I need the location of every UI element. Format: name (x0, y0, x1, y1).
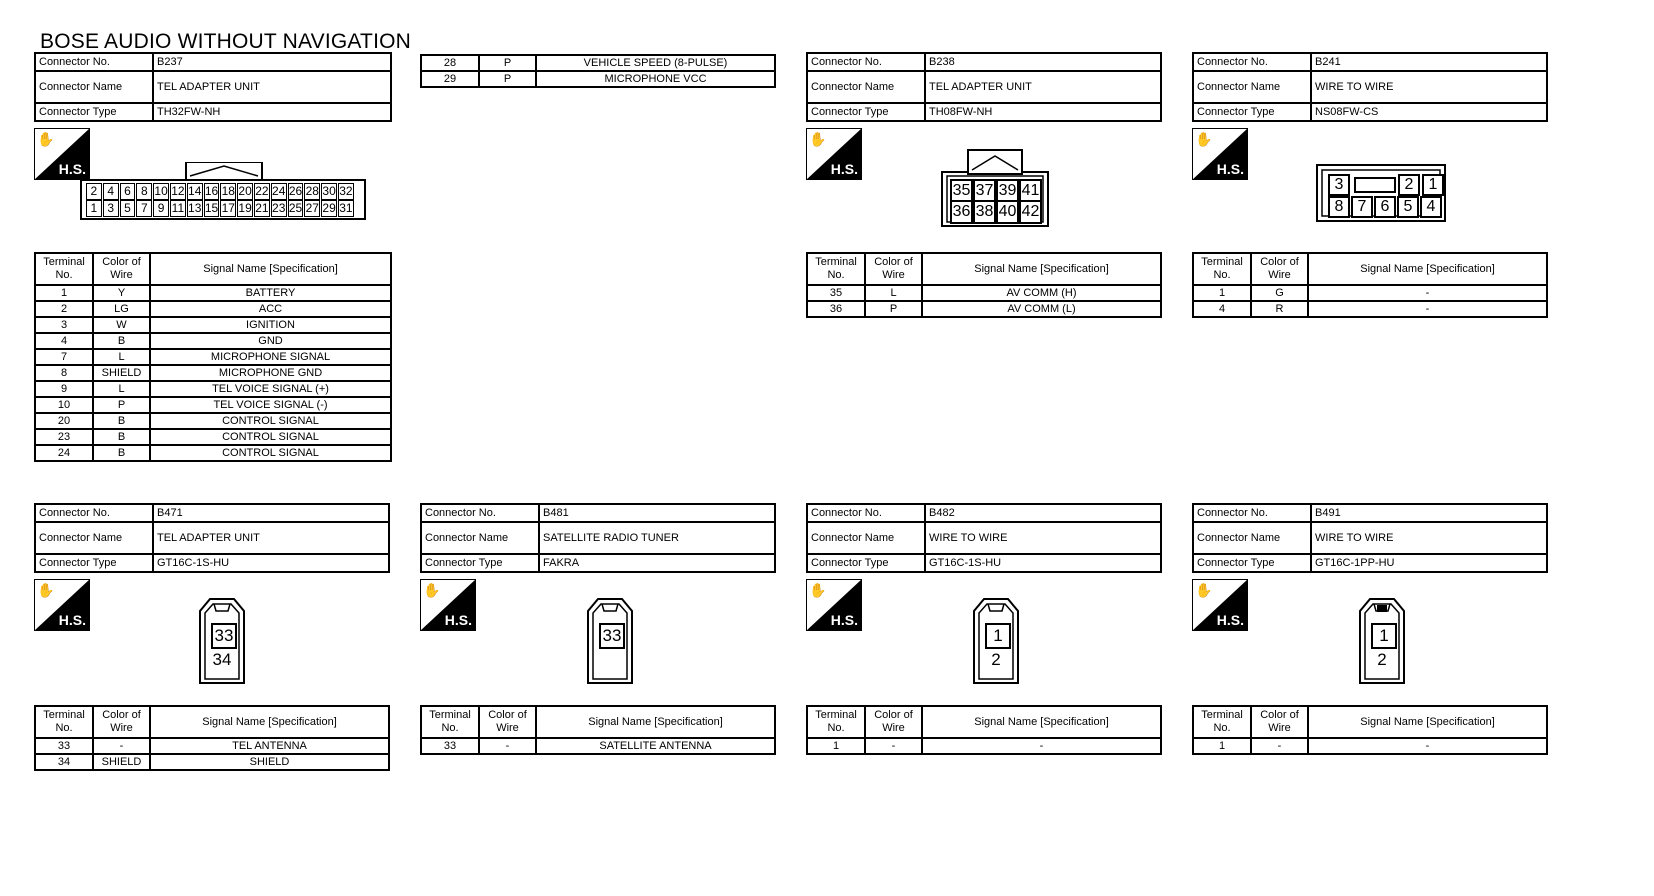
pin-8: 8 (1328, 196, 1350, 218)
wire-color-header: Color of Wire (93, 253, 150, 285)
pin-21: 21 (255, 201, 269, 215)
connector-info-table (420, 503, 776, 573)
connector-name-label: Connector Name (35, 71, 153, 103)
pin-28: 28 (305, 184, 319, 198)
connector-face-diagram (1356, 597, 1408, 685)
pin-40: 40 (996, 200, 1019, 224)
terminal-no: 1 (1193, 738, 1251, 754)
hs-label: H.S. (1216, 612, 1244, 628)
terminal-no: 2 (35, 301, 93, 317)
table-row (35, 754, 389, 770)
terminal-no: 36 (807, 301, 865, 317)
terminal-no: 28 (421, 55, 479, 71)
terminal-no: 1 (1193, 285, 1251, 301)
pin-41: 41 (1019, 179, 1042, 203)
pin-7: 7 (136, 200, 152, 217)
harness-side-badge (1192, 128, 1248, 180)
pin-14: 14 (188, 184, 202, 198)
connector-panel-b241 (1192, 52, 1548, 318)
harness-side-badge (806, 579, 862, 631)
table-row (1193, 738, 1547, 754)
pin-36: 36 (950, 200, 973, 224)
wire-color-header: Color of Wire (479, 706, 536, 738)
connector-name-label: Connector Name (1193, 71, 1311, 103)
connector-number-label: Connector No. (1193, 53, 1311, 71)
pin-4: 4 (1420, 196, 1442, 218)
terminal-no: 8 (35, 365, 93, 381)
pin-30: 30 (322, 184, 336, 198)
connector-info-table (806, 52, 1162, 122)
connector-number-label: Connector No. (807, 504, 925, 522)
connector-type-value: TH32FW-NH (153, 103, 391, 121)
wire-color: P (479, 71, 536, 87)
wire-color: - (865, 738, 922, 754)
connector-hand-icon: ✋ (809, 582, 827, 598)
wire-color: B (93, 333, 150, 349)
pin-37: 37 (973, 179, 996, 203)
connector-hand-icon: ✋ (37, 131, 55, 147)
wire-color: P (93, 397, 150, 413)
signal-name: MICROPHONE GND (150, 365, 391, 381)
hs-label: H.S. (830, 612, 858, 628)
connector-name-value: SATELLITE RADIO TUNER (539, 522, 775, 554)
connector-name-label: Connector Name (807, 522, 925, 554)
pin-13: 13 (188, 201, 202, 215)
signal-name: MICROPHONE SIGNAL (150, 349, 391, 365)
pin-24: 24 (272, 184, 286, 198)
connector-name-label: Connector Name (421, 522, 539, 554)
connector-type-value: GT16C-1PP-HU (1311, 554, 1547, 572)
pin-5: 5 (120, 200, 136, 217)
connector-info-table (1192, 503, 1548, 573)
table-row (807, 301, 1161, 317)
table-row (35, 429, 391, 445)
pin-22: 22 (255, 184, 269, 198)
table-row (807, 285, 1161, 301)
pin-4: 4 (103, 183, 119, 200)
connector-face-diagram (940, 148, 1050, 228)
connector-name-value: WIRE TO WIRE (1311, 522, 1547, 554)
wire-color: L (93, 381, 150, 397)
table-header (35, 253, 391, 285)
terminal-no: 3 (35, 317, 93, 333)
terminal-no-header: Terminal No. (807, 253, 865, 285)
connector-name-label: Connector Name (1193, 522, 1311, 554)
table-header (1193, 706, 1547, 738)
connector-number-value: B238 (925, 53, 1161, 71)
connector-type-label: Connector Type (35, 554, 153, 572)
pin-8: 8 (136, 183, 152, 200)
signal-name: - (922, 738, 1161, 754)
wire-color: SHIELD (93, 365, 150, 381)
pin-1: 1 (1371, 623, 1397, 649)
harness-side-badge (806, 128, 862, 180)
pin-10: 10 (154, 184, 168, 198)
pin-2: 2 (1371, 649, 1393, 671)
connector-face-diagram (1316, 164, 1446, 222)
terminal-no-header: Terminal No. (421, 706, 479, 738)
terminal-no: 23 (35, 429, 93, 445)
continuation-table (420, 54, 776, 88)
terminal-no: 9 (35, 381, 93, 397)
signal-name: SATELLITE ANTENNA (536, 738, 775, 754)
pin-25: 25 (288, 201, 303, 215)
pin-35: 35 (950, 179, 973, 203)
table-row (35, 317, 391, 333)
wire-color: G (1251, 285, 1308, 301)
table-row (35, 397, 391, 413)
connector-number-label: Connector No. (35, 504, 153, 522)
connector-type-label: Connector Type (1193, 103, 1311, 121)
connector-number-label: Connector No. (421, 504, 539, 522)
connector-face-diagram (80, 162, 366, 220)
pin-20: 20 (238, 184, 252, 198)
signal-name: IGNITION (150, 317, 391, 333)
terminal-no: 24 (35, 445, 93, 461)
terminal-no: 20 (35, 413, 93, 429)
wire-color: - (1251, 738, 1308, 754)
signal-name: - (1308, 301, 1547, 317)
pin-23: 23 (272, 201, 286, 215)
connector-hand-icon: ✋ (1195, 131, 1213, 147)
terminal-no: 1 (35, 285, 93, 301)
pin-6: 6 (1374, 196, 1396, 218)
wire-color: - (479, 738, 536, 754)
pin-39: 39 (996, 179, 1019, 203)
signal-name: - (1308, 738, 1547, 754)
connector-type-value: NS08FW-CS (1311, 103, 1547, 121)
connector-name-label: Connector Name (807, 71, 925, 103)
terminal-no: 29 (421, 71, 479, 87)
terminal-signal-table (34, 705, 390, 771)
connector-hand-icon: ✋ (37, 582, 55, 598)
terminal-no-header: Terminal No. (807, 706, 865, 738)
connector-panel-b238 (806, 52, 1162, 318)
table-row (1193, 285, 1547, 301)
table-row (35, 413, 391, 429)
table-row (35, 738, 389, 754)
wire-color: SHIELD (93, 754, 150, 770)
pin-16: 16 (204, 184, 219, 198)
signal-name: AV COMM (L) (922, 301, 1161, 317)
connector-name-value: TEL ADAPTER UNIT (153, 522, 389, 554)
hs-label: H.S. (1216, 161, 1244, 177)
signal-name: - (1308, 285, 1547, 301)
table-row (35, 445, 391, 461)
signal-name: MICROPHONE VCC (536, 71, 775, 87)
terminal-no-header: Terminal No. (1193, 706, 1251, 738)
connector-number-value: B471 (153, 504, 389, 522)
connector-number-label: Connector No. (807, 53, 925, 71)
signal-name-header: Signal Name [Specification] (1308, 253, 1547, 285)
signal-name: CONTROL SIGNAL (150, 429, 391, 445)
terminal-no: 10 (35, 397, 93, 413)
signal-name-header: Signal Name [Specification] (1308, 706, 1547, 738)
connector-type-label: Connector Type (807, 554, 925, 572)
signal-name-header: Signal Name [Specification] (922, 706, 1161, 738)
wire-color: B (93, 429, 150, 445)
terminal-no: 1 (807, 738, 865, 754)
connector-panel-b237 (34, 52, 392, 462)
pin-29: 29 (322, 201, 336, 215)
harness-side-badge (420, 579, 476, 631)
hs-label: H.S. (830, 161, 858, 177)
wire-color: R (1251, 301, 1308, 317)
table-row (35, 381, 391, 397)
pin-34: 34 (212, 650, 232, 669)
pin-15: 15 (204, 201, 219, 215)
pin-32: 32 (339, 184, 353, 198)
pin-19: 19 (238, 201, 252, 215)
pin-3: 3 (103, 200, 119, 217)
terminal-signal-table (34, 252, 392, 462)
pin-27: 27 (305, 201, 319, 215)
terminal-no-header: Terminal No. (35, 253, 93, 285)
signal-name: ACC (150, 301, 391, 317)
harness-side-badge (34, 579, 90, 631)
signal-name: TEL VOICE SIGNAL (+) (150, 381, 391, 397)
connector-panel-b482 (806, 503, 1162, 755)
pin-1: 1 (1422, 174, 1444, 196)
terminal-no-header: Terminal No. (1193, 253, 1251, 285)
connector-name-value: WIRE TO WIRE (1311, 71, 1547, 103)
pin-31: 31 (339, 201, 353, 215)
pin-5: 5 (1397, 196, 1419, 218)
table-row (35, 349, 391, 365)
wire-color: - (93, 738, 150, 754)
signal-name: SHIELD (150, 754, 389, 770)
pin-33: 33 (211, 623, 237, 649)
connector-name-value: TEL ADAPTER UNIT (925, 71, 1161, 103)
wire-color: P (479, 55, 536, 71)
wire-color-header: Color of Wire (1251, 706, 1308, 738)
table-header (807, 706, 1161, 738)
pin-7: 7 (1351, 196, 1373, 218)
pin-17: 17 (221, 201, 235, 215)
terminal-signal-table (806, 705, 1162, 755)
connector-panel-b491 (1192, 503, 1548, 755)
connector-panel-b471 (34, 503, 390, 771)
signal-name: VEHICLE SPEED (8-PULSE) (536, 55, 775, 71)
terminal-no: 34 (35, 754, 93, 770)
table-header (1193, 253, 1547, 285)
connector-panel-b481 (420, 503, 776, 755)
connector-info-table (1192, 52, 1548, 122)
table-row (35, 333, 391, 349)
table-header (35, 706, 389, 738)
wire-color-header: Color of Wire (93, 706, 150, 738)
pin-3: 3 (1328, 174, 1350, 196)
signal-name: AV COMM (H) (922, 285, 1161, 301)
hs-label: H.S. (58, 161, 86, 177)
signal-name: TEL VOICE SIGNAL (-) (150, 397, 391, 413)
connector-face-diagram (584, 597, 636, 685)
terminal-signal-table (420, 705, 776, 755)
pin-6: 6 (120, 183, 136, 200)
pin-1: 1 (86, 200, 102, 217)
connector-number-value: B481 (539, 504, 775, 522)
pin-33: 33 (599, 623, 625, 649)
connector-number-value: B241 (1311, 53, 1547, 71)
signal-name: BATTERY (150, 285, 391, 301)
signal-name-header: Signal Name [Specification] (150, 706, 389, 738)
pin-9: 9 (153, 200, 169, 217)
pin-blank (1354, 177, 1396, 193)
connector-hand-icon: ✋ (1195, 582, 1213, 598)
terminal-no: 35 (807, 285, 865, 301)
table-header (421, 706, 775, 738)
terminal-signal-table (806, 252, 1162, 318)
pin-12: 12 (171, 184, 185, 198)
connector-hand-icon: ✋ (423, 582, 441, 598)
terminal-signal-table (1192, 705, 1548, 755)
terminal-no: 33 (421, 738, 479, 754)
connector-number-value: B482 (925, 504, 1161, 522)
wire-color: W (93, 317, 150, 333)
connector-name-value: TEL ADAPTER UNIT (153, 71, 391, 103)
signal-name: GND (150, 333, 391, 349)
connector-type-label: Connector Type (1193, 554, 1311, 572)
connector-type-value: FAKRA (539, 554, 775, 572)
connector-number-label: Connector No. (35, 53, 153, 71)
harness-side-badge (1192, 579, 1248, 631)
signal-name-header: Signal Name [Specification] (922, 253, 1161, 285)
table-row (807, 738, 1161, 754)
hs-label: H.S. (444, 612, 472, 628)
table-row (421, 71, 775, 87)
pin-42: 42 (1019, 200, 1042, 224)
table-row (35, 285, 391, 301)
connector-hand-icon: ✋ (809, 131, 827, 147)
wire-color: L (93, 349, 150, 365)
wire-color: P (865, 301, 922, 317)
wire-color: B (93, 413, 150, 429)
table-header (807, 253, 1161, 285)
connector-face-diagram (196, 597, 248, 685)
wire-color: LG (93, 301, 150, 317)
terminal-no: 4 (1193, 301, 1251, 317)
pin-26: 26 (288, 184, 303, 198)
pin-2: 2 (86, 183, 102, 200)
connector-name-value: WIRE TO WIRE (925, 522, 1161, 554)
wire-color-header: Color of Wire (865, 706, 922, 738)
signal-name: TEL ANTENNA (150, 738, 389, 754)
pin-1: 1 (985, 623, 1011, 649)
wire-color: L (865, 285, 922, 301)
signal-name-header: Signal Name [Specification] (536, 706, 775, 738)
connector-type-label: Connector Type (807, 103, 925, 121)
connector-type-value: GT16C-1S-HU (925, 554, 1161, 572)
connector-face-diagram (970, 597, 1022, 685)
wire-color-header: Color of Wire (865, 253, 922, 285)
pin-2: 2 (1398, 174, 1420, 196)
page-title: BOSE AUDIO WITHOUT NAVIGATION (40, 30, 412, 53)
terminal-no: 4 (35, 333, 93, 349)
table-row (421, 55, 775, 71)
connector-type-label: Connector Type (35, 103, 153, 121)
connector-type-label: Connector Type (421, 554, 539, 572)
connector-type-value: GT16C-1S-HU (153, 554, 389, 572)
wire-color-header: Color of Wire (1251, 253, 1308, 285)
terminal-no: 7 (35, 349, 93, 365)
connector-info-table (806, 503, 1162, 573)
connector-name-label: Connector Name (35, 522, 153, 554)
pin-38: 38 (973, 200, 996, 224)
wire-color: Y (93, 285, 150, 301)
table-row (421, 738, 775, 754)
connector-number-value: B237 (153, 53, 391, 71)
connector-number-value: B491 (1311, 504, 1547, 522)
signal-name: CONTROL SIGNAL (150, 445, 391, 461)
table-row (1193, 301, 1547, 317)
terminal-no-header: Terminal No. (35, 706, 93, 738)
connector-type-value: TH08FW-NH (925, 103, 1161, 121)
connector-info-table (34, 503, 390, 573)
terminal-no: 33 (35, 738, 93, 754)
table-row (35, 301, 391, 317)
signal-name: CONTROL SIGNAL (150, 413, 391, 429)
wire-color: B (93, 445, 150, 461)
connector-number-label: Connector No. (1193, 504, 1311, 522)
pin-2: 2 (985, 649, 1007, 671)
hs-label: H.S. (58, 612, 86, 628)
connector-info-table (34, 52, 392, 122)
pin-11: 11 (171, 201, 185, 215)
signal-name-header: Signal Name [Specification] (150, 253, 391, 285)
table-row (35, 365, 391, 381)
pin-18: 18 (221, 184, 235, 198)
terminal-signal-table (1192, 252, 1548, 318)
